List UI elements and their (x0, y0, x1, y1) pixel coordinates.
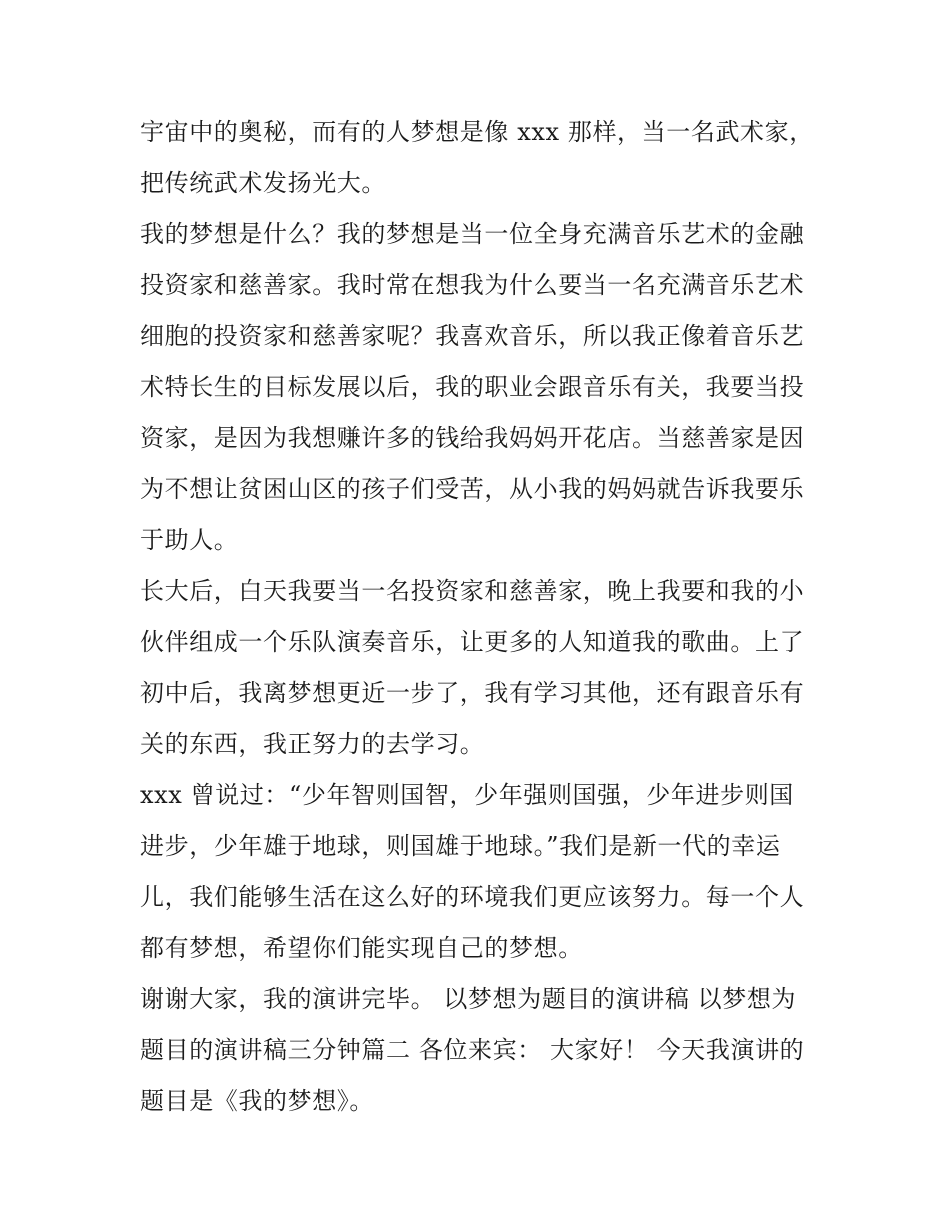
document-body (140, 107, 815, 1127)
text-line: 伙伴组成一个乐队演奏音乐，让更多的人知道我的歌曲。上了 (140, 628, 805, 656)
text-line: 题目是《我的梦想》。 (140, 1087, 374, 1115)
text-line: 谢谢大家，我的演讲完毕。 以梦想为题目的演讲稿 以梦想为 (140, 985, 797, 1013)
text-line: 进步，少年雄于地球，则国雄于地球。”我们是新一代的幸运 (140, 832, 781, 860)
text-line: 题目的演讲稿三分钟篇二 各位来宾： 大家好！ 今天我演讲的 (140, 1036, 805, 1064)
text-line: 细胞的投资家和慈善家呢？我喜欢音乐，所以我正像着音乐艺 (140, 322, 805, 350)
text-line: 于助人。 (140, 526, 239, 554)
text-line: 都有梦想，希望你们能实现自己的梦想。 (140, 934, 583, 962)
text-line: 宇宙中的奥秘，而有的人梦想是像 xxx 那样，当一名武术家， (140, 118, 814, 146)
text-line: 儿，我们能够生活在这么好的环境我们更应该努力。每一个人 (140, 883, 805, 911)
text-line: 我的梦想是什么？我的梦想是当一位全身充满音乐艺术的金融 (140, 220, 805, 248)
text-line: xxx 曾说过：“少年智则国智，少年强则国强，少年进步则国 (140, 781, 794, 809)
text-line: 投资家和慈善家。我时常在想我为什么要当一名充满音乐艺术 (140, 271, 805, 299)
text-line: 长大后，白天我要当一名投资家和慈善家，晚上我要和我的小 (140, 577, 805, 605)
text-line: 把传统武术发扬光大。 (140, 169, 386, 197)
text-line: 资家，是因为我想赚许多的钱给我妈妈开花店。当慈善家是因 (140, 424, 805, 452)
text-line: 术特长生的目标发展以后，我的职业会跟音乐有关，我要当投 (140, 373, 805, 401)
text-line: 为不想让贫困山区的孩子们受苦，从小我的妈妈就告诉我要乐 (140, 475, 805, 503)
text-line: 关的东西，我正努力的去学习。 (140, 730, 485, 758)
text-line: 初中后，我离梦想更近一步了，我有学习其他，还有跟音乐有 (140, 679, 805, 707)
